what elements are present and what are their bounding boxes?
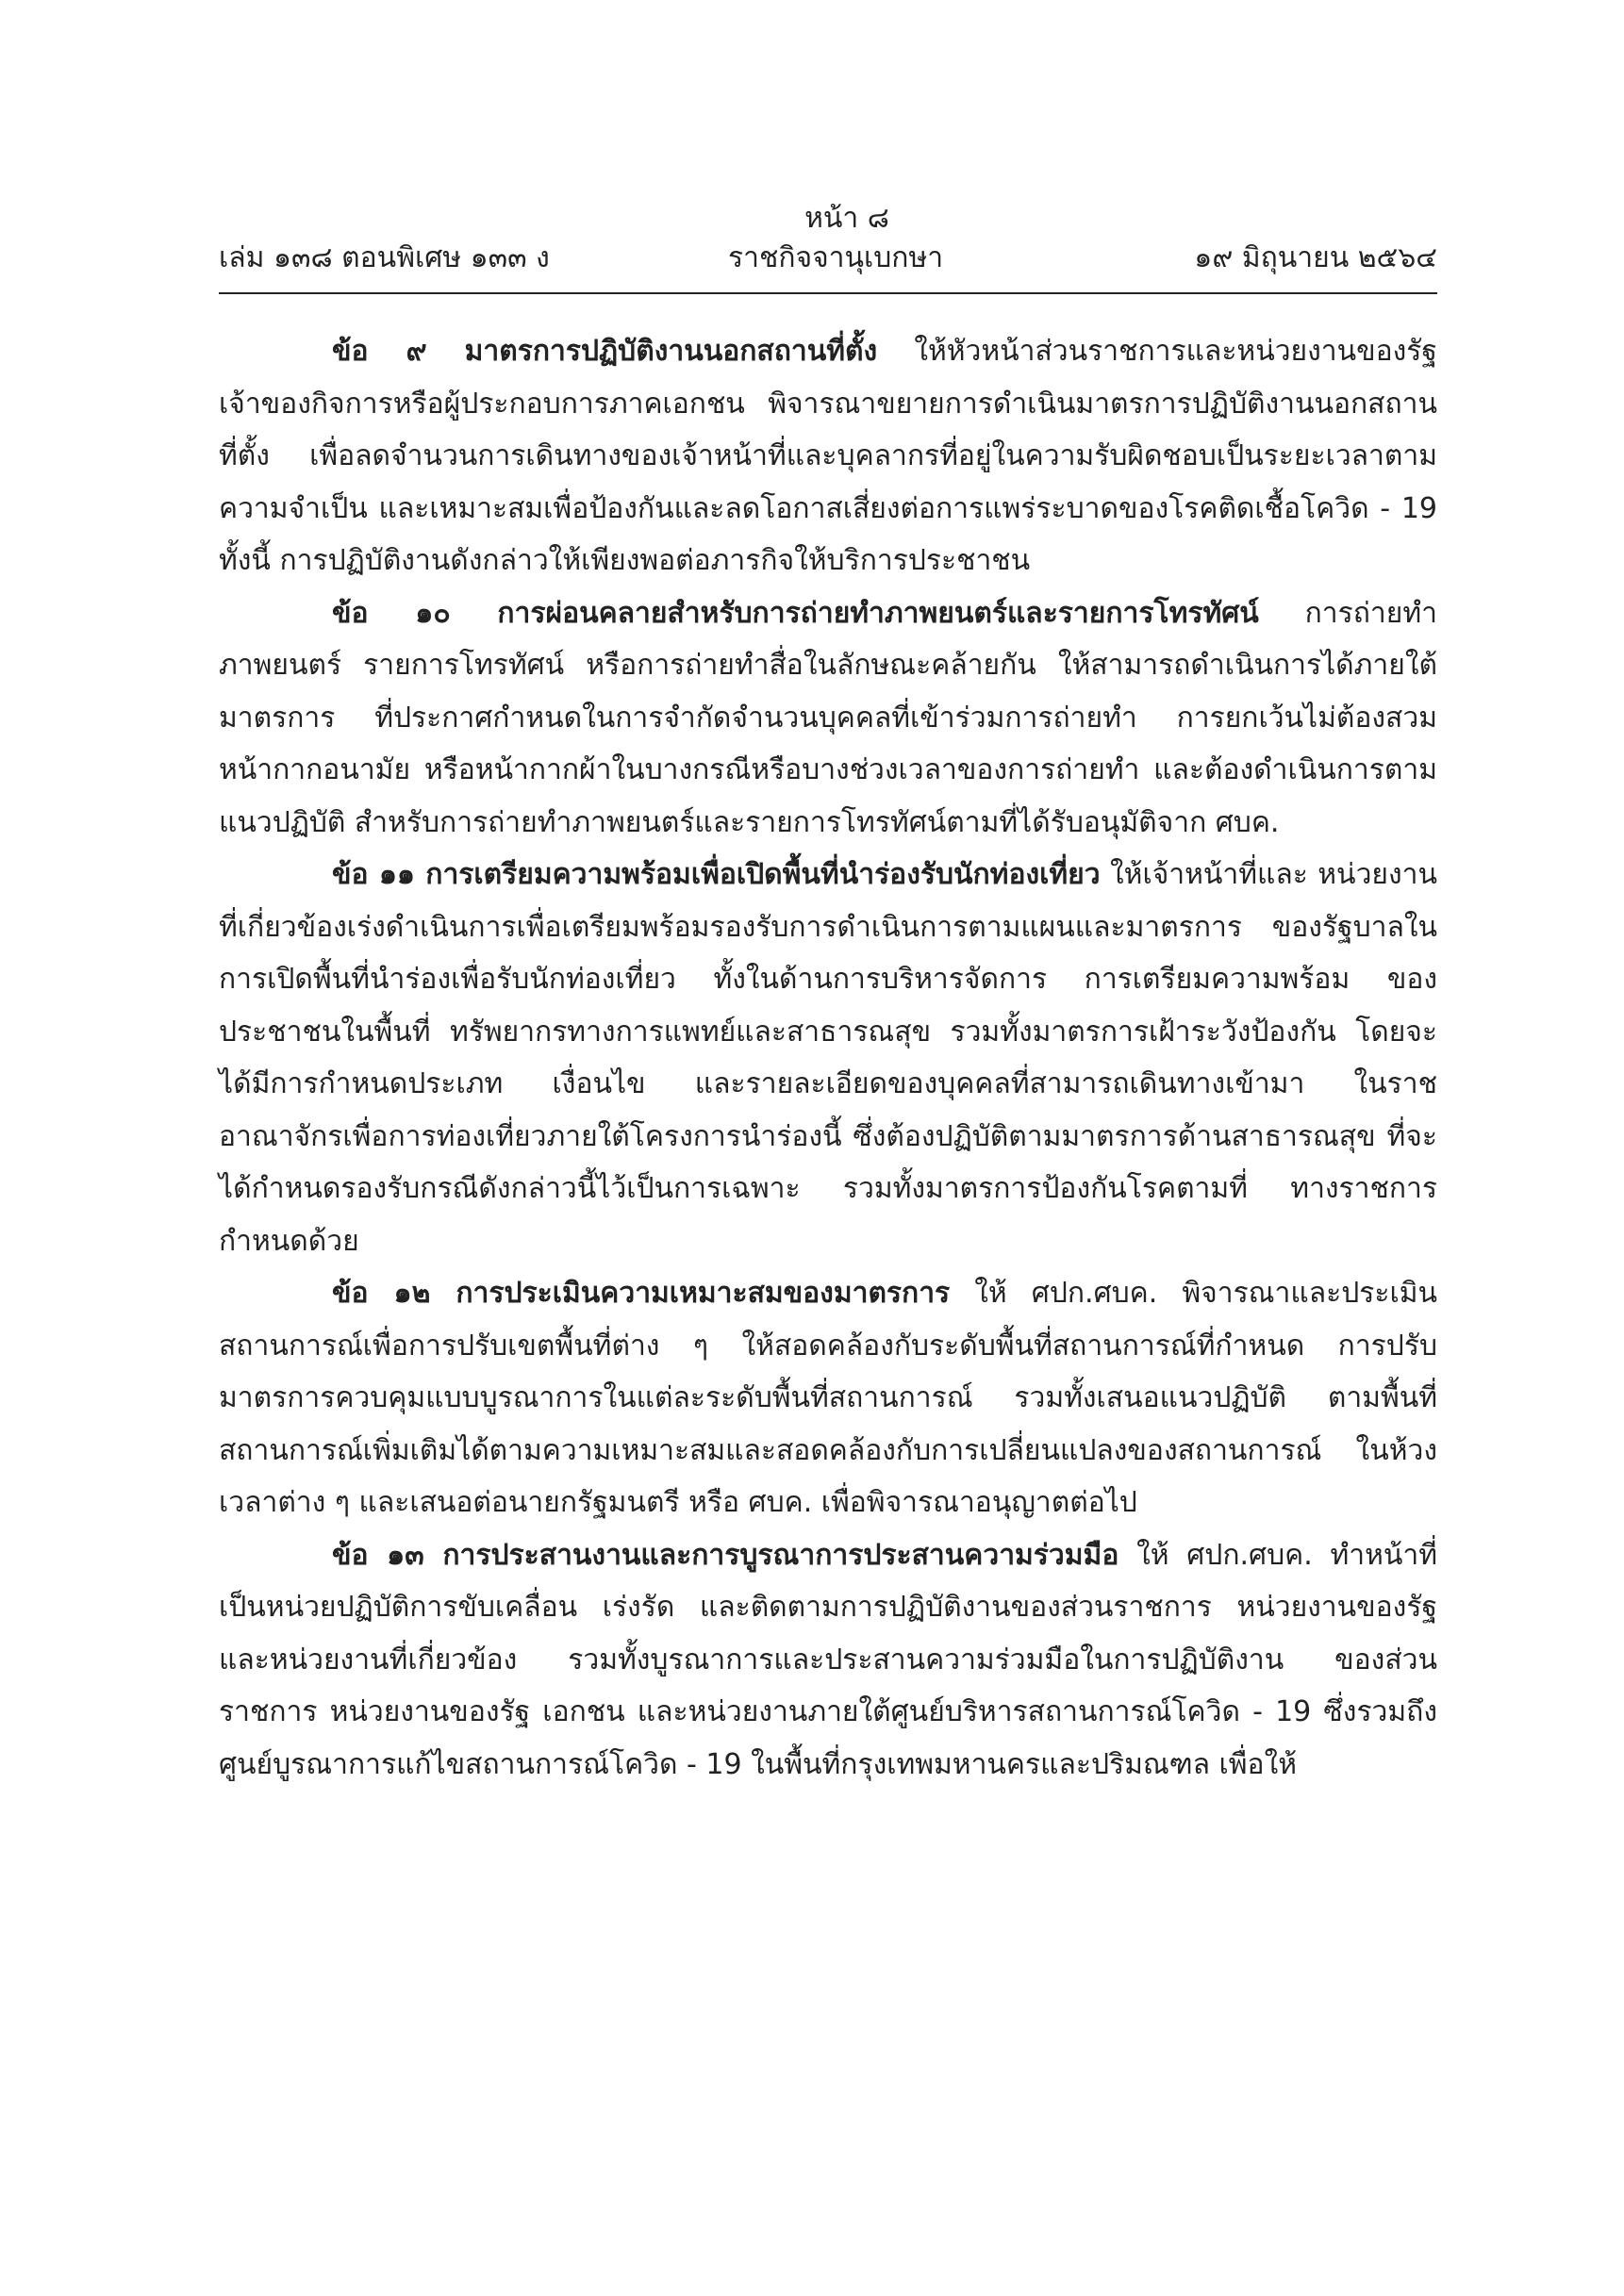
section-heading: ข้อ ๑๓ การประสานงานและการบูรณาการประสานความร่วมมือ bbox=[332, 1538, 1119, 1572]
section-text: ให้หัวหน้าส่วนราชการและหน่วยงานของรัฐ เจ้าของกิจการหรือผู้ประกอบการภาคเอกชน พิจารณาขยายการดำเนินมาตรการปฏิบัติงานนอกสถานที่ตั้ง เพื่อลดจำนวนการเดินทางของเจ้าหน้าที่และบุคลากรที่อยู่ในความรับผิดชอบเป็นระยะเวลาตามความจำเป็น และเหมาะสมเพื่อป้องกันและลดโอกาสเสี่ยงต่อการแพร่ระบาดของโรคติดเชื้อโควิด - 19 ทั้งนี้ การปฏิบัติงานดังกล่าวให้เพียงพอต่อภารกิจให้บริการประชาชน bbox=[219, 335, 1437, 577]
section-13 bbox=[219, 1529, 1437, 1792]
section-text: ให้เจ้าหน้าที่และ หน่วยงานที่เกี่ยวข้องเร่งดำเนินการเพื่อเตรียมพร้อมรองรับการดำเนินการตามแผนและมาตรการ ของรัฐบาลในการเปิดพื้นที่นำร่องเพื่อรับนักท่องเที่ยว ทั้งในด้านการบริหารจัดการ การเตรียมความพร้อม ของประชาชนในพื้นที่ ทรัพยากรทางการแพทย์และสาธารณสุข รวมทั้งมาตรการเฝ้าระวังป้องกัน โดยจะได้มีการกำหนดประเภท เงื่อนไข และรายละเอียดของบุคคลที่สามารถเดินทางเข้ามา ในราชอาณาจักรเพื่อการท่องเที่ยวภายใต้โครงการนำร่องนี้ ซึ่งต้องปฏิบัติตามมาตรการด้านสาธารณสุข ที่จะได้กำหนดรองรับกรณีดังกล่าวนี้ไว้เป็นการเฉพาะ รวมทั้งมาตรการป้องกันโรคตามที่ ทางราชการกำหนดด้วย bbox=[219, 858, 1437, 1258]
volume-issue: เล่ม ๑๓๘ ตอนพิเศษ ๑๓๓ ง bbox=[219, 241, 550, 274]
section-heading: ข้อ ๑๒ การประเมินความเหมาะสมของมาตรการ bbox=[332, 1277, 951, 1310]
section-text: ให้ ศปก.ศบค. ทำหน้าที่เป็นหน่วยปฏิบัติการขับเคลื่อน เร่งรัด และติดตามการปฏิบัติงานของส่วนราชการ หน่วยงานของรัฐ และหน่วยงานที่เกี่ยวข้อง รวมทั้งบูรณาการและประสานความร่วมมือในการปฏิบัติงาน ของส่วนราชการ หน่วยงานของรัฐ เอกชน และหน่วยงานภายใต้ศูนย์บริหารสถานการณ์โควิด - 19 ซึ่งรวมถึงศูนย์บูรณาการแก้ไขสถานการณ์โควิด - 19 ในพื้นที่กรุงเทพมหานครและปริมณฑล เพื่อให้ bbox=[219, 1538, 1437, 1781]
section-text: ให้ ศปก.ศบค. พิจารณาและประเมิน สถานการณ์เพื่อการปรับเขตพื้นที่ต่าง ๆ ให้สอดคล้องกับระดับพื้นที่สถานการณ์ที่กำหนด การปรับมาตรการควบคุมแบบบูรณาการในแต่ละระดับพื้นที่สถานการณ์ รวมทั้งเสนอแนวปฏิบัติ ตามพื้นที่สถานการณ์เพิ่มเติมได้ตามความเหมาะสมและสอดคล้องกับการเปลี่ยนแปลงของสถานการณ์ ในห้วงเวลาต่าง ๆ และเสนอต่อนายกรัฐมนตรี หรือ ศบค. เพื่อพิจารณาอนุญาตต่อไป bbox=[219, 1277, 1437, 1519]
header-divider bbox=[219, 292, 1437, 294]
section-10 bbox=[219, 587, 1437, 850]
publication-date: ๑๙ มิถุนายน ๒๕๖๔ bbox=[1194, 241, 1437, 274]
gazette-header bbox=[219, 200, 1437, 279]
section-heading: ข้อ ๑๑ การเตรียมความพร้อมเพื่อเปิดพื้นที่นำร่องรับนักท่องเที่ยว bbox=[332, 858, 1101, 891]
header-row bbox=[219, 238, 1437, 279]
document-body bbox=[219, 325, 1437, 1791]
section-text: การถ่ายทำภาพยนตร์ รายการโทรทัศน์ หรือการถ่ายทำสื่อในลักษณะคล้ายกัน ให้สามารถดำเนินการได้ภายใต้มาตรการ ที่ประกาศกำหนดในการจำกัดจำนวนบุคคลที่เข้าร่วมการถ่ายทำ การยกเว้นไม่ต้องสวมหน้ากากอนามัย หรือหน้ากากผ้าในบางกรณีหรือบางช่วงเวลาของการถ่ายทำ และต้องดำเนินการตามแนวปฏิบัติ สำหรับการถ่ายทำภาพยนตร์และรายการโทรทัศน์ตามที่ได้รับอนุมัติจาก ศบค. bbox=[219, 596, 1437, 839]
gazette-title: ราชกิจจานุเบกษา bbox=[728, 241, 944, 274]
section-heading: ข้อ ๙ มาตรการปฏิบัติงานนอกสถานที่ตั้ง bbox=[332, 335, 878, 368]
section-12 bbox=[219, 1267, 1437, 1529]
section-11 bbox=[219, 849, 1437, 1267]
section-heading: ข้อ ๑๐ การผ่อนคลายสำหรับการถ่ายทำภาพยนตร์และรายการโทรทัศน์ bbox=[332, 596, 1259, 630]
section-9 bbox=[219, 325, 1437, 587]
page-number: หน้า ๘ bbox=[804, 202, 889, 235]
